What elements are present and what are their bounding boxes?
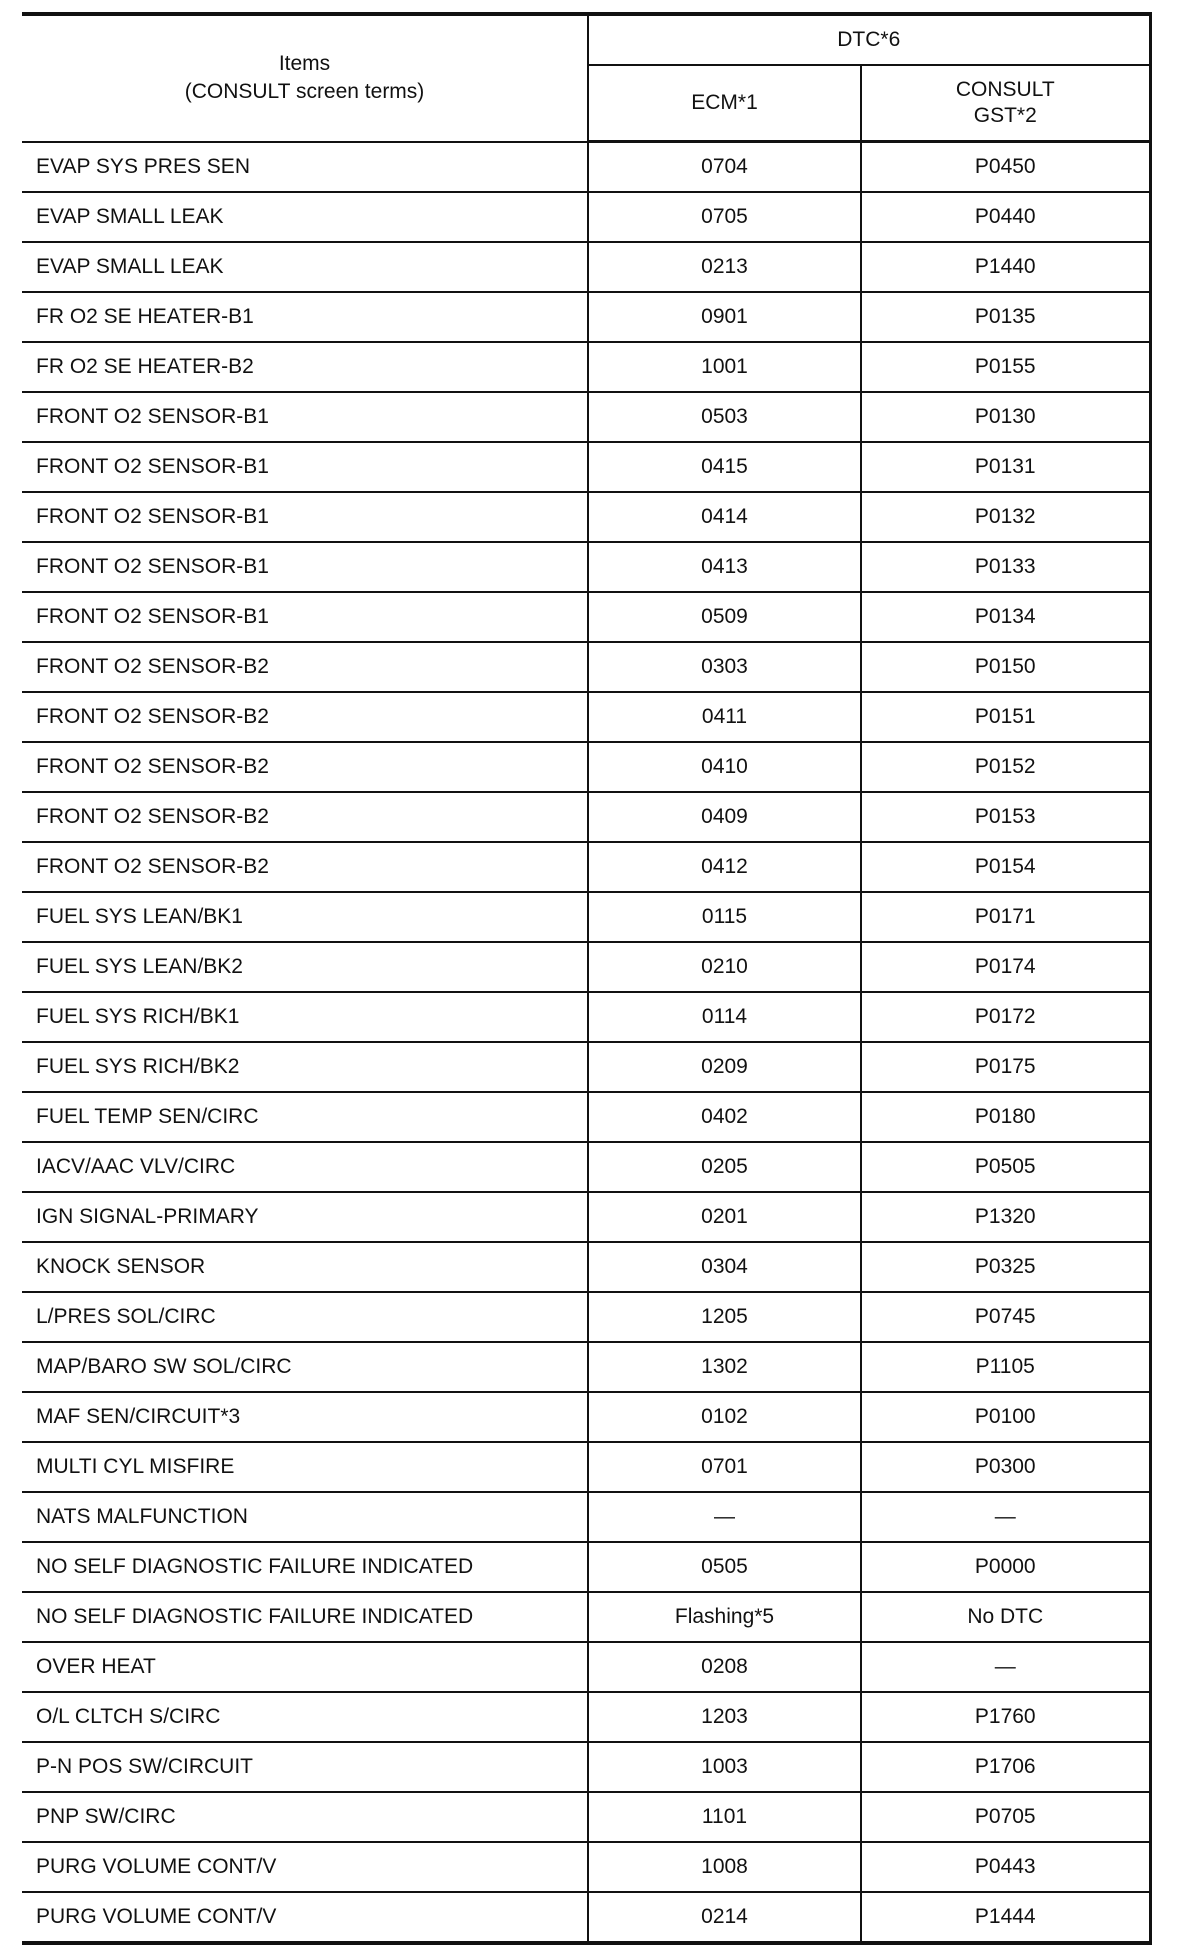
table-row (22, 792, 1150, 842)
consult-code-cell: P0150 (861, 642, 1150, 692)
item-name-cell: FRONT O2 SENSOR-B2 (22, 742, 588, 792)
ecm-code-cell: 0901 (588, 292, 861, 342)
item-name-cell: FRONT O2 SENSOR-B1 (22, 392, 588, 442)
consult-code-cell: P0505 (861, 1142, 1150, 1192)
ecm-code-cell: Flashing*5 (588, 1592, 861, 1642)
consult-code-cell: P0132 (861, 492, 1150, 542)
table-row (22, 1742, 1150, 1792)
item-name-cell: NATS MALFUNCTION (22, 1492, 588, 1542)
table-row (22, 342, 1150, 392)
consult-code-cell: P0153 (861, 792, 1150, 842)
ecm-code-cell: 0412 (588, 842, 861, 892)
items-header-line2: (CONSULT screen terms) (184, 80, 425, 104)
ecm-code-cell: 0413 (588, 542, 861, 592)
ecm-code-cell: 0509 (588, 592, 861, 642)
consult-code-cell: P0745 (861, 1292, 1150, 1342)
table-row (22, 542, 1150, 592)
consult-code-cell: P0180 (861, 1092, 1150, 1142)
table-row (22, 1542, 1150, 1592)
table-row (22, 592, 1150, 642)
table-row (22, 1242, 1150, 1292)
consult-code-cell: P0131 (861, 442, 1150, 492)
consult-code-cell: P0325 (861, 1242, 1150, 1292)
table-row (22, 1192, 1150, 1242)
consult-column-header (861, 65, 1150, 142)
consult-code-cell: P0151 (861, 692, 1150, 742)
consult-code-cell: P0171 (861, 892, 1150, 942)
ecm-code-cell: 1203 (588, 1692, 861, 1742)
table-row (22, 692, 1150, 742)
item-name-cell: MULTI CYL MISFIRE (22, 1442, 588, 1492)
ecm-code-cell: 0414 (588, 492, 861, 542)
table-row (22, 1642, 1150, 1692)
table-row (22, 1592, 1150, 1642)
consult-code-cell: P0152 (861, 742, 1150, 792)
ecm-code-cell: 0214 (588, 1892, 861, 1943)
consult-header-line1: CONSULT (955, 78, 1055, 101)
table-row (22, 292, 1150, 342)
table-row (22, 842, 1150, 892)
item-name-cell: MAF SEN/CIRCUIT*3 (22, 1392, 588, 1442)
ecm-code-cell: 0213 (588, 242, 861, 292)
ecm-code-cell: 1205 (588, 1292, 861, 1342)
table-row (22, 892, 1150, 942)
table-row (22, 142, 1150, 193)
ecm-code-cell: 0704 (588, 142, 861, 193)
consult-code-cell: P0175 (861, 1042, 1150, 1092)
consult-code-cell: P0705 (861, 1792, 1150, 1842)
ecm-code-cell: 0303 (588, 642, 861, 692)
ecm-code-cell: 1101 (588, 1792, 861, 1842)
consult-code-cell: P1320 (861, 1192, 1150, 1242)
item-name-cell: NO SELF DIAGNOSTIC FAILURE INDICATED (22, 1592, 588, 1642)
consult-code-cell: P1444 (861, 1892, 1150, 1943)
item-name-cell: IGN SIGNAL-PRIMARY (22, 1192, 588, 1242)
consult-code-cell: P0100 (861, 1392, 1150, 1442)
table-row (22, 742, 1150, 792)
item-name-cell: FUEL SYS RICH/BK1 (22, 992, 588, 1042)
item-name-cell: EVAP SMALL LEAK (22, 192, 588, 242)
consult-code-cell: P0135 (861, 292, 1150, 342)
ecm-code-cell: 0503 (588, 392, 861, 442)
consult-code-cell: P0443 (861, 1842, 1150, 1892)
ecm-code-cell: 0210 (588, 942, 861, 992)
item-name-cell: FRONT O2 SENSOR-B1 (22, 542, 588, 592)
item-name-cell: OVER HEAT (22, 1642, 588, 1692)
consult-code-cell: P0174 (861, 942, 1150, 992)
consult-code-cell: P0440 (861, 192, 1150, 242)
item-name-cell: FRONT O2 SENSOR-B1 (22, 592, 588, 642)
ecm-code-cell: — (588, 1492, 861, 1542)
item-name-cell: FUEL SYS RICH/BK2 (22, 1042, 588, 1092)
consult-code-cell: P0172 (861, 992, 1150, 1042)
item-name-cell: FRONT O2 SENSOR-B2 (22, 692, 588, 742)
item-name-cell: PNP SW/CIRC (22, 1792, 588, 1842)
items-column-header (22, 14, 588, 142)
item-name-cell: IACV/AAC VLV/CIRC (22, 1142, 588, 1192)
ecm-code-cell: 1008 (588, 1842, 861, 1892)
ecm-code-cell: 0415 (588, 442, 861, 492)
consult-code-cell: P0155 (861, 342, 1150, 392)
item-name-cell: FUEL TEMP SEN/CIRC (22, 1092, 588, 1142)
ecm-column-header: ECM*1 (588, 65, 861, 142)
ecm-code-cell: 0409 (588, 792, 861, 842)
item-name-cell: FR O2 SE HEATER-B2 (22, 342, 588, 392)
table-row (22, 1042, 1150, 1092)
item-name-cell: L/PRES SOL/CIRC (22, 1292, 588, 1342)
dtc-column-header: DTC*6 (588, 14, 1150, 65)
ecm-code-cell: 0209 (588, 1042, 861, 1092)
item-name-cell: PURG VOLUME CONT/V (22, 1892, 588, 1943)
consult-code-cell: P0130 (861, 392, 1150, 442)
table-row (22, 1892, 1150, 1943)
items-header-line1: Items (278, 52, 331, 76)
consult-code-cell: P1760 (861, 1692, 1150, 1742)
table-row (22, 1442, 1150, 1492)
table-header (22, 14, 1150, 142)
table-row (22, 942, 1150, 992)
item-name-cell: MAP/BARO SW SOL/CIRC (22, 1342, 588, 1392)
consult-code-cell: No DTC (861, 1592, 1150, 1642)
table-row (22, 442, 1150, 492)
ecm-code-cell: 0411 (588, 692, 861, 742)
item-name-cell: FRONT O2 SENSOR-B2 (22, 842, 588, 892)
table-row (22, 1292, 1150, 1342)
ecm-code-cell: 0208 (588, 1642, 861, 1692)
table-row (22, 992, 1150, 1042)
consult-code-cell: P0450 (861, 142, 1150, 193)
consult-code-cell: — (861, 1492, 1150, 1542)
table-row (22, 1492, 1150, 1542)
table-row (22, 642, 1150, 692)
ecm-code-cell: 0701 (588, 1442, 861, 1492)
consult-code-cell: P0134 (861, 592, 1150, 642)
ecm-code-cell: 0201 (588, 1192, 861, 1242)
ecm-code-cell: 0205 (588, 1142, 861, 1192)
item-name-cell: NO SELF DIAGNOSTIC FAILURE INDICATED (22, 1542, 588, 1592)
consult-code-cell: P1706 (861, 1742, 1150, 1792)
item-name-cell: FRONT O2 SENSOR-B2 (22, 642, 588, 692)
item-name-cell: EVAP SYS PRES SEN (22, 142, 588, 193)
ecm-code-cell: 0402 (588, 1092, 861, 1142)
item-name-cell: EVAP SMALL LEAK (22, 242, 588, 292)
ecm-code-cell: 1302 (588, 1342, 861, 1392)
consult-code-cell: P1440 (861, 242, 1150, 292)
table-row (22, 1392, 1150, 1442)
consult-code-cell: P0154 (861, 842, 1150, 892)
consult-code-cell: P0000 (861, 1542, 1150, 1592)
ecm-code-cell: 0304 (588, 1242, 861, 1292)
item-name-cell: FRONT O2 SENSOR-B1 (22, 442, 588, 492)
item-name-cell: O/L CLTCH S/CIRC (22, 1692, 588, 1742)
ecm-code-cell: 0410 (588, 742, 861, 792)
table-row (22, 192, 1150, 242)
ecm-code-cell: 0705 (588, 192, 861, 242)
table-row (22, 1842, 1150, 1892)
consult-code-cell: P1105 (861, 1342, 1150, 1392)
table-row (22, 1792, 1150, 1842)
consult-code-cell: P0300 (861, 1442, 1150, 1492)
item-name-cell: PURG VOLUME CONT/V (22, 1842, 588, 1892)
ecm-code-cell: 1001 (588, 342, 861, 392)
table-body (22, 142, 1150, 1944)
item-name-cell: KNOCK SENSOR (22, 1242, 588, 1292)
table-row (22, 1692, 1150, 1742)
table-row (22, 492, 1150, 542)
table-row (22, 1142, 1150, 1192)
ecm-code-cell: 0102 (588, 1392, 861, 1442)
table-row (22, 1342, 1150, 1392)
item-name-cell: FUEL SYS LEAN/BK2 (22, 942, 588, 992)
ecm-code-cell: 0505 (588, 1542, 861, 1592)
table-row (22, 1092, 1150, 1142)
ecm-code-cell: 0114 (588, 992, 861, 1042)
item-name-cell: P-N POS SW/CIRCUIT (22, 1742, 588, 1792)
ecm-code-cell: 0115 (588, 892, 861, 942)
consult-code-cell: — (861, 1642, 1150, 1692)
item-name-cell: FUEL SYS LEAN/BK1 (22, 892, 588, 942)
item-name-cell: FRONT O2 SENSOR-B2 (22, 792, 588, 842)
table-row (22, 242, 1150, 292)
item-name-cell: FR O2 SE HEATER-B1 (22, 292, 588, 342)
consult-code-cell: P0133 (861, 542, 1150, 592)
dtc-table (22, 12, 1152, 1945)
table-row (22, 392, 1150, 442)
item-name-cell: FRONT O2 SENSOR-B1 (22, 492, 588, 542)
ecm-code-cell: 1003 (588, 1742, 861, 1792)
consult-header-line2: GST*2 (973, 104, 1037, 127)
